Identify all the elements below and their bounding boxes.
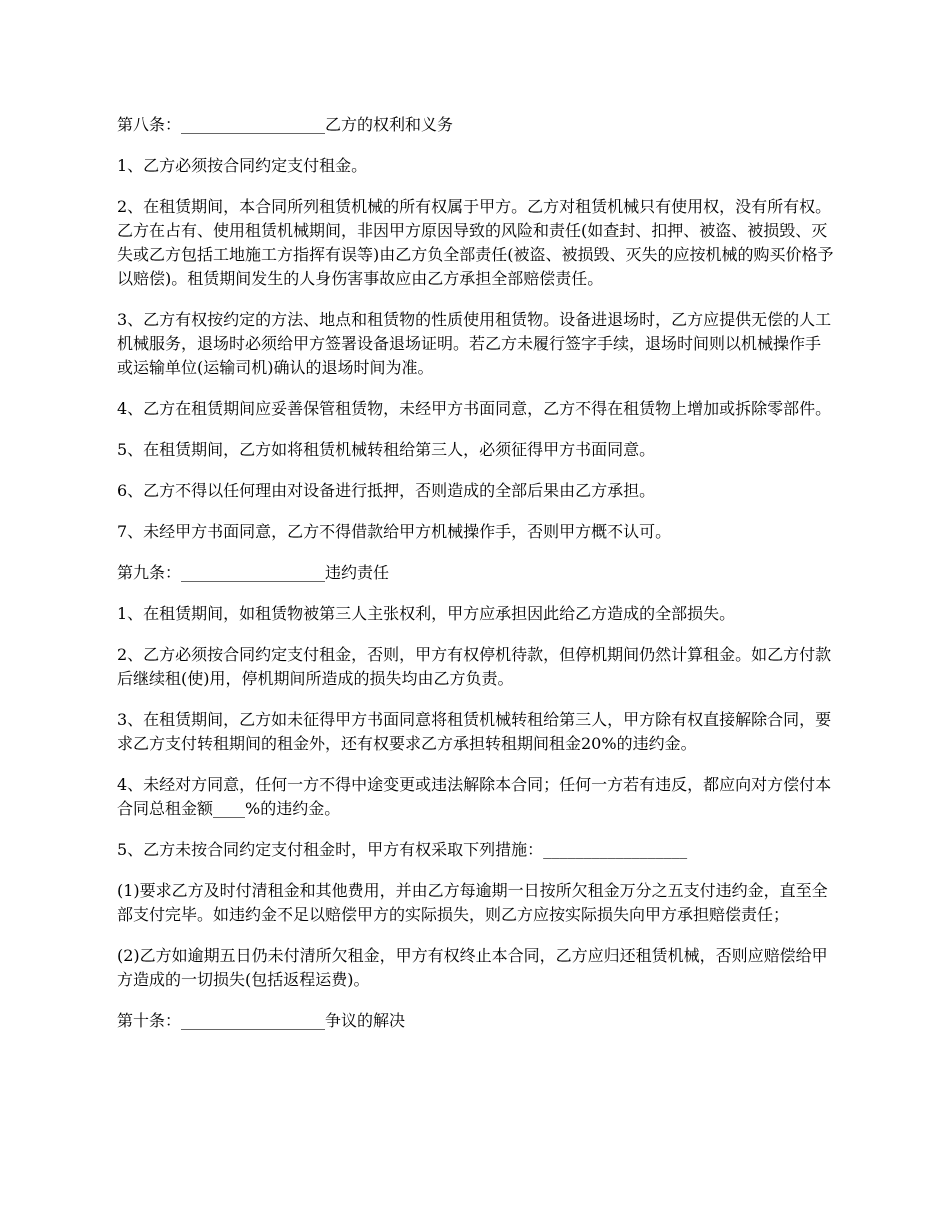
article-8-clause-4: 4、乙方在租赁期间应妥善保管租赁物，未经甲方书面同意，乙方不得在租赁物上增加或拆除零部件。: [117, 399, 832, 418]
article-9-measure-1: (1)要求乙方及时付清租金和其他费用，并由乙方每逾期一日按所欠租金万分之五支付违约金，直至全部支付完毕。如违约金不足以赔偿甲方的实际损失，则乙方应按实际损失向甲方承担赔偿责任；: [117, 881, 828, 924]
article-9-clause-4: 4、未经对方同意，任何一方不得中途变更或违法解除本合同；任何一方若有违反，都应向对方偿付本合同总租金额____%的违约金。: [117, 775, 832, 818]
article-8-heading: 第八条：__________________乙方的权利和义务: [117, 115, 454, 134]
article-8-clause-6: 6、乙方不得以任何理由对设备进行抵押，否则造成的全部后果由乙方承担。: [117, 481, 656, 500]
article-9-heading: 第九条：__________________违约责任: [117, 563, 390, 582]
article-9-clause-3: 3、在租赁期间，乙方如未征得甲方书面同意将租赁机械转租给第三人，甲方除有权直接解除合同，要求乙方支付转租期间的租金外，还有权要求乙方承担转租期间租金20%的违约金。: [117, 710, 832, 753]
article-9-clause-5: 5、乙方未按合同约定支付租金时，甲方有权采取下列措施：__________________: [117, 840, 688, 859]
article-9-clause-2: 2、乙方必须按合同约定支付租金，否则，甲方有权停机待款，但停机期间仍然计算租金。如乙方付款后继续租(使)用，停机期间所造成的损失均由乙方负责。: [117, 645, 832, 688]
article-10-heading: 第十条：__________________争议的解决: [117, 1011, 406, 1030]
article-8-clause-5: 5、在租赁期间，乙方如将租赁机械转租给第三人，必须征得甲方书面同意。: [117, 440, 656, 459]
document-body: [117, 113, 835, 1050]
article-9-measure-2: (2)乙方如逾期五日仍未付清所欠租金，甲方有权终止本合同，乙方应归还租赁机械，否则应赔偿给甲方造成的一切损失(包括返程运费)。: [117, 946, 828, 989]
article-8-clause-2: 2、在租赁期间，本合同所列租赁机械的所有权属于甲方。乙方对租赁机械只有使用权，没有所有权。乙方在占有、使用租赁机械期间，非因甲方原因导致的风险和责任(如查封、扣押、被盗、被损毁、灭失或乙方包括工地施工方指挥有误等)由乙方负全部责任(被盗、被损毁、灭失的应按机械的购买价格予以赔偿)。租赁期间发生的人身伤害事故应由乙方承担全部赔偿责任。: [117, 197, 834, 288]
article-9-clause-1: 1、在租赁期间，如租赁物被第三人主张权利，甲方应承担因此给乙方造成的全部损失。: [117, 604, 736, 623]
article-8-clause-1: 1、乙方必须按合同约定支付租金。: [117, 156, 368, 175]
article-8-clause-7: 7、未经甲方书面同意，乙方不得借款给甲方机械操作手，否则甲方概不认可。: [117, 522, 672, 541]
article-8-clause-3: 3、乙方有权按约定的方法、地点和租赁物的性质使用租赁物。设备进退场时，乙方应提供无偿的人工机械服务，退场时必须给甲方签署设备退场证明。若乙方未履行签字手续，退场时间则以机械操作手或运输单位(运输司机)确认的退场时间为准。: [117, 310, 832, 377]
